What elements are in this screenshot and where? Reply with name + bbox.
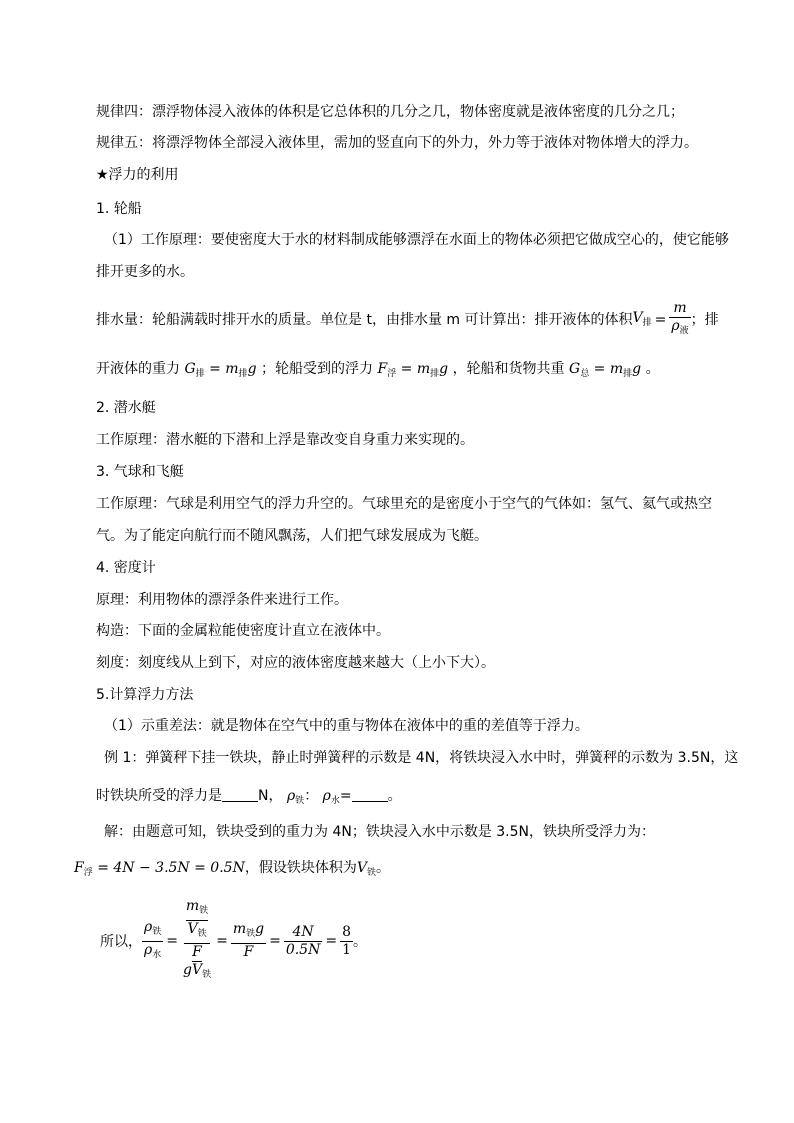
- mg-over-f: $\frac{m_铁g}{F}$: [232, 921, 265, 960]
- numerator-m: m: [669, 300, 690, 318]
- section-title: ★浮力的利用: [96, 167, 179, 183]
- example-line2: 时铁块所受的浮力是 N， $\rho_铁$： $\rho_水=$ 。: [96, 788, 402, 806]
- rho-ratio: $\frac{\rho_铁}{\rho_水}$: [144, 918, 162, 960]
- fraction-4n-over-half: $\frac{4N}{0.5N}$: [285, 923, 321, 958]
- weight-line: [96, 359, 660, 384]
- answer-blank-2[interactable]: [352, 787, 388, 802]
- equals-sign: =: [654, 312, 667, 328]
- hydrometer-principle: 原理：利用物体的漂浮条件来进行工作。: [96, 592, 348, 608]
- displacement-text: 排水量：轮船满载时排开水的质量。单位是 t，由排水量 m 可计算出：排开液体的体积: [96, 312, 633, 328]
- submarine-heading: 2. 潜水艇: [96, 400, 156, 416]
- example-line1: 例 1：弹簧秤下挂一铁块，静止时弹簧秤的示数是 4N，将铁块浸入水中时，弹簧秤的示数为 3.5N，这: [104, 750, 739, 766]
- formula-f-fu: $F_浮 = m_排g$: [377, 361, 449, 379]
- formula-m-over-rho: [669, 300, 690, 340]
- rule-four: 规律四：漂浮物体浸入液体的体积是它总体积的几分之几，物体密度就是液体密度的几分之几；: [96, 104, 684, 120]
- submarine-principle: 工作原理：潜水艇的下潜和上浮是靠改变自身重力来实现的。: [96, 432, 474, 448]
- displacement-suffix: ；排: [690, 312, 719, 328]
- hydrometer-structure: 构造：下面的金属粒能使密度计直立在液体中。: [96, 623, 390, 639]
- formula-g-zong: $G_总 = m_排g$: [569, 361, 642, 379]
- solution-line2: $F_浮 = 4N - 3.5N = 0.5N$，假设铁块体积为$V_铁$。: [74, 860, 390, 878]
- rho-tie: $\rho_铁$: [286, 788, 305, 806]
- hydrometer-heading: 4. 密度计: [96, 560, 156, 576]
- answer-blank-1[interactable]: [222, 787, 258, 802]
- v-tie: $V_铁$: [356, 860, 376, 878]
- denominator-rho: $\rho_液$: [671, 318, 689, 336]
- so-label: 所以，: [100, 934, 142, 950]
- rho-shui: $\rho_水$: [322, 788, 340, 806]
- rule-five: 规律五：将漂浮物体全部浸入液体里，需加的竖直向下的外力，外力等于液体对物体增大的浮力。: [96, 135, 698, 151]
- formula-v-pai: $V_排$: [632, 309, 652, 328]
- ship-principle-line2: 排开更多的水。: [96, 264, 194, 280]
- fraction-8-over-1: $\frac{8}{1}$: [342, 923, 351, 958]
- hydrometer-scale: 刻度：刻度线从上到下，对应的液体密度越来越大（上小下大）。: [96, 655, 495, 671]
- formula-g-pai: $G_排 = m_排g$: [184, 361, 257, 379]
- displacement-line: [96, 300, 719, 340]
- ship-principle-line1: （1）工作原理：要使密度大于水的材料制成能够漂浮在水面上的物体必须把它做成空心的，使它能够: [104, 232, 729, 248]
- weight-prefix: 开液体的重力: [96, 361, 180, 377]
- formula-f-fu-value: $F_浮 = 4N - 3.5N = 0.5N$: [74, 860, 245, 878]
- weight-end: 。: [645, 361, 660, 377]
- weight-mid2: ，轮船和货物共重: [452, 361, 565, 377]
- balloon-heading: 3. 气球和飞艇: [96, 464, 184, 480]
- calc-method1: （1）示重差法：就是物体在空气中的重与物体在液体中的重的差值等于浮力。: [104, 718, 589, 734]
- compound-fraction: $m_铁$ $V_铁$ F $gV_铁$: [182, 898, 212, 980]
- weight-mid1: ；轮船受到的浮力: [261, 361, 374, 377]
- balloon-principle-line2: 气。为了能定向航行而不随风飘荡，人们把气球发展成为飞艇。: [96, 528, 488, 544]
- calc-heading: 5.计算浮力方法: [96, 687, 194, 703]
- balloon-principle-line1: 工作原理：气球是利用空气的浮力升空的。气球里充的是密度小于空气的气体如：氢气、氦气或热空: [96, 496, 712, 512]
- solution-line1: 解：由题意可知，铁块受到的重力为 4N；铁块浸入水中示数是 3.5N，铁块所受浮力为：: [104, 824, 656, 840]
- final-equation: 所以， $\frac{\rho_铁}{\rho_水}$ = $m_铁$ $V_铁$ F $gV_铁$ = $\frac{m_铁g}{F}$ = $\frac{4N}{0.5N}$ = $\frac{8}{1}$ 。: [100, 898, 367, 984]
- ship-heading: 1. 轮船: [96, 201, 142, 217]
